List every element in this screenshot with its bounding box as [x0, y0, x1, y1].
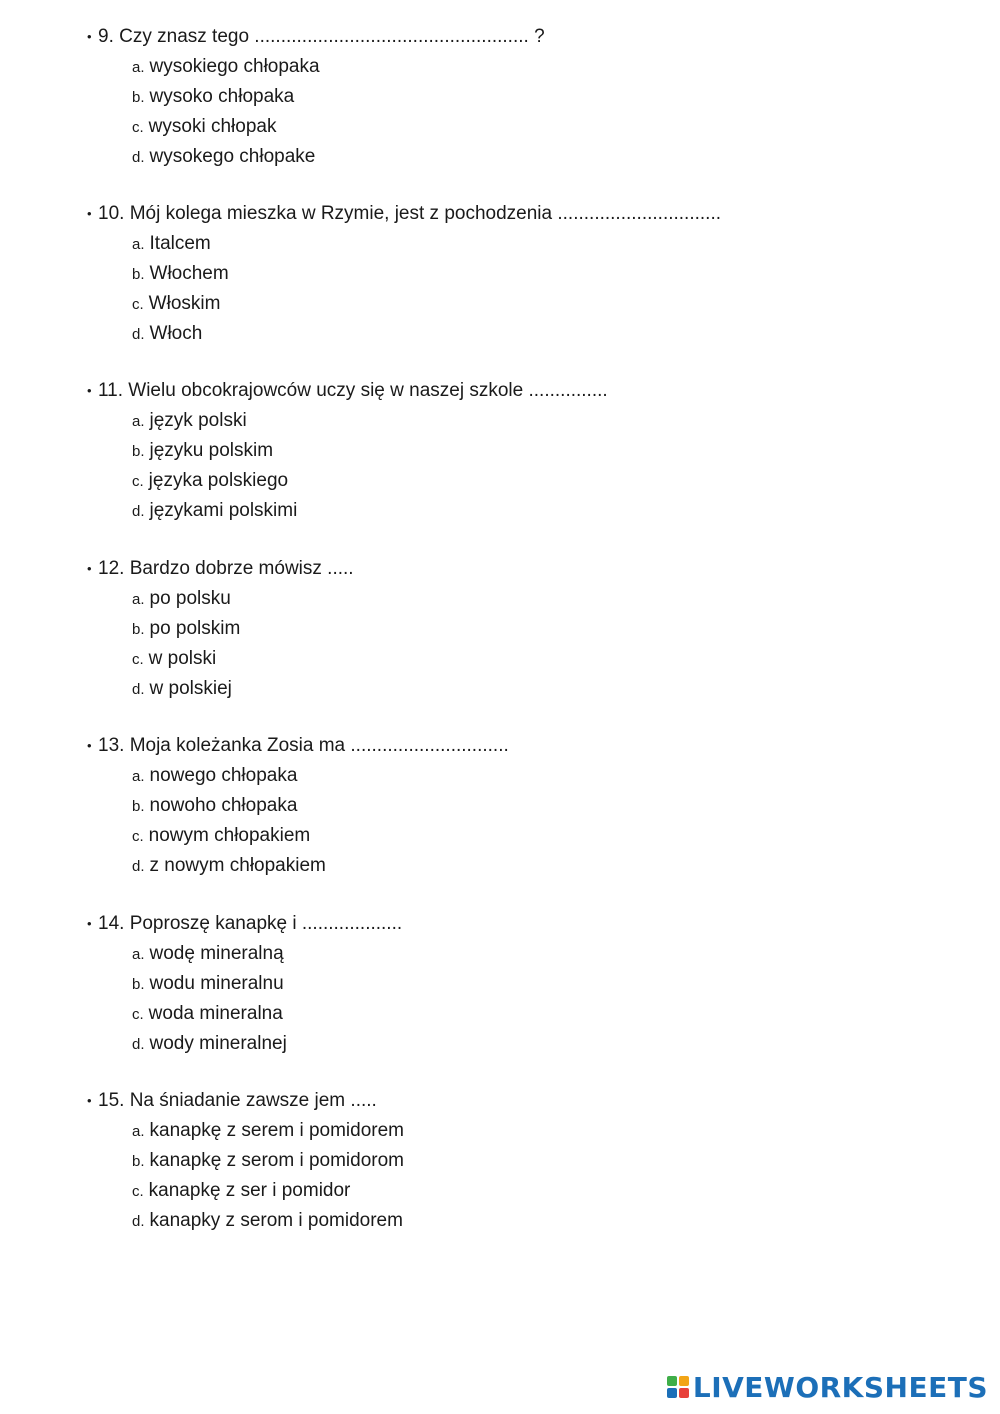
option-text: po polskim: [149, 618, 241, 639]
option-text: Włoskim: [148, 293, 221, 314]
option-c[interactable]: [87, 112, 967, 142]
option-text: Włoch: [149, 323, 203, 344]
question-text: 9. Czy znasz tego .................................................... ?: [98, 26, 545, 47]
question-prompt: [87, 376, 967, 406]
liveworksheets-logo: [667, 1368, 988, 1406]
option-text: wodu mineralnu: [149, 973, 284, 994]
option-c[interactable]: [87, 999, 967, 1029]
option-letter: b.: [132, 266, 145, 283]
question-11: [87, 376, 967, 526]
options-list: [87, 52, 967, 172]
question-10: [87, 199, 967, 349]
option-c[interactable]: [87, 821, 967, 851]
option-text: wysokiego chłopaka: [149, 56, 320, 77]
option-text: kanapkę z serom i pomidorom: [149, 1150, 405, 1171]
option-letter: b.: [132, 89, 145, 106]
option-letter: c.: [132, 119, 144, 136]
question-text: 14. Poproszę kanapkę i ...................: [98, 913, 403, 934]
option-letter: b.: [132, 443, 145, 460]
option-text: język polski: [149, 410, 247, 431]
option-b[interactable]: [87, 259, 967, 289]
option-a[interactable]: [87, 939, 967, 969]
option-text: języka polskiego: [148, 470, 289, 491]
option-letter: d.: [132, 503, 145, 520]
logo-square: [679, 1388, 689, 1398]
option-a[interactable]: [87, 584, 967, 614]
options-list: [87, 584, 967, 704]
option-text: Italcem: [149, 233, 211, 254]
bullet-icon: •: [87, 206, 92, 221]
option-b[interactable]: [87, 436, 967, 466]
option-letter: c.: [132, 296, 144, 313]
bullet-icon: •: [87, 29, 92, 44]
option-letter: d.: [132, 1213, 145, 1230]
option-text: kanapkę z serem i pomidorem: [149, 1120, 405, 1141]
option-text: języku polskim: [149, 440, 274, 461]
option-letter: c.: [132, 828, 144, 845]
bullet-icon: •: [87, 1093, 92, 1108]
question-9: [87, 22, 967, 172]
option-a[interactable]: [87, 1116, 967, 1146]
option-b[interactable]: [87, 791, 967, 821]
question-prompt: [87, 1086, 967, 1116]
option-d[interactable]: [87, 319, 967, 349]
option-b[interactable]: [87, 82, 967, 112]
option-text: po polsku: [149, 588, 231, 609]
option-c[interactable]: [87, 466, 967, 496]
logo-text: LIVEWORKSHEETS: [692, 1370, 988, 1404]
logo-square: [667, 1376, 677, 1386]
option-text: wody mineralnej: [149, 1033, 287, 1054]
option-letter: c.: [132, 1183, 144, 1200]
bullet-icon: •: [87, 561, 92, 576]
option-text: wodę mineralną: [149, 943, 284, 964]
option-letter: a.: [132, 591, 145, 608]
option-c[interactable]: [87, 289, 967, 319]
options-list: [87, 229, 967, 349]
option-letter: a.: [132, 413, 145, 430]
option-letter: b.: [132, 621, 145, 638]
question-text: 12. Bardzo dobrze mówisz .....: [98, 558, 354, 579]
option-letter: c.: [132, 1006, 144, 1023]
option-text: wysoko chłopaka: [149, 86, 295, 107]
option-b[interactable]: [87, 1146, 967, 1176]
question-15: [87, 1086, 967, 1236]
option-text: z nowym chłopakiem: [149, 855, 326, 876]
option-text: kanapky z serom i pomidorem: [149, 1210, 403, 1231]
bullet-icon: •: [87, 738, 92, 753]
option-text: Włochem: [149, 263, 229, 284]
option-c[interactable]: [87, 1176, 967, 1206]
option-a[interactable]: [87, 761, 967, 791]
question-13: [87, 731, 967, 881]
question-prompt: [87, 909, 967, 939]
options-list: [87, 939, 967, 1059]
logo-square: [667, 1388, 677, 1398]
bullet-icon: •: [87, 383, 92, 398]
option-text: kanapkę z ser i pomidor: [148, 1180, 351, 1201]
option-d[interactable]: [87, 142, 967, 172]
option-text: w polski: [148, 648, 217, 669]
option-d[interactable]: [87, 674, 967, 704]
question-text: 15. Na śniadanie zawsze jem .....: [98, 1090, 377, 1111]
option-letter: d.: [132, 149, 145, 166]
question-14: [87, 909, 967, 1059]
option-text: w polskiej: [149, 678, 232, 699]
option-letter: a.: [132, 236, 145, 253]
option-letter: d.: [132, 681, 145, 698]
option-letter: b.: [132, 976, 145, 993]
options-list: [87, 1116, 967, 1236]
option-text: językami polskimi: [149, 500, 298, 521]
option-letter: a.: [132, 946, 145, 963]
question-prompt: [87, 199, 967, 229]
question-prompt: [87, 22, 967, 52]
options-list: [87, 406, 967, 526]
option-letter: b.: [132, 798, 145, 815]
option-text: nowym chłopakiem: [148, 825, 311, 846]
question-12: [87, 554, 967, 704]
option-d[interactable]: [87, 851, 967, 881]
option-a[interactable]: [87, 52, 967, 82]
question-prompt: [87, 554, 967, 584]
question-text: 10. Mój kolega mieszka w Rzymie, jest z pochodzenia ...............................: [98, 203, 722, 224]
logo-grid-icon: [667, 1376, 689, 1398]
option-letter: b.: [132, 1153, 145, 1170]
option-text: wysokego chłopake: [149, 146, 316, 167]
option-text: woda mineralna: [148, 1003, 283, 1024]
option-d[interactable]: [87, 1029, 967, 1059]
option-letter: d.: [132, 1036, 145, 1053]
option-letter: a.: [132, 768, 145, 785]
option-letter: c.: [132, 473, 144, 490]
option-text: nowoho chłopaka: [149, 795, 298, 816]
question-prompt: [87, 731, 967, 761]
option-b[interactable]: [87, 969, 967, 999]
question-text: 13. Moja koleżanka Zosia ma ..............................: [98, 735, 509, 756]
option-a[interactable]: [87, 406, 967, 436]
option-d[interactable]: [87, 1206, 967, 1236]
logo-square: [679, 1376, 689, 1386]
option-text: wysoki chłopak: [148, 116, 277, 137]
option-letter: d.: [132, 326, 145, 343]
option-d[interactable]: [87, 496, 967, 526]
question-text: 11. Wielu obcokrajowców uczy się w naszej szkole ...............: [98, 380, 608, 401]
option-letter: a.: [132, 59, 145, 76]
option-letter: a.: [132, 1123, 145, 1140]
option-a[interactable]: [87, 229, 967, 259]
bullet-icon: •: [87, 916, 92, 931]
option-text: nowego chłopaka: [149, 765, 298, 786]
option-letter: d.: [132, 858, 145, 875]
option-c[interactable]: [87, 644, 967, 674]
options-list: [87, 761, 967, 881]
option-letter: c.: [132, 651, 144, 668]
option-b[interactable]: [87, 614, 967, 644]
